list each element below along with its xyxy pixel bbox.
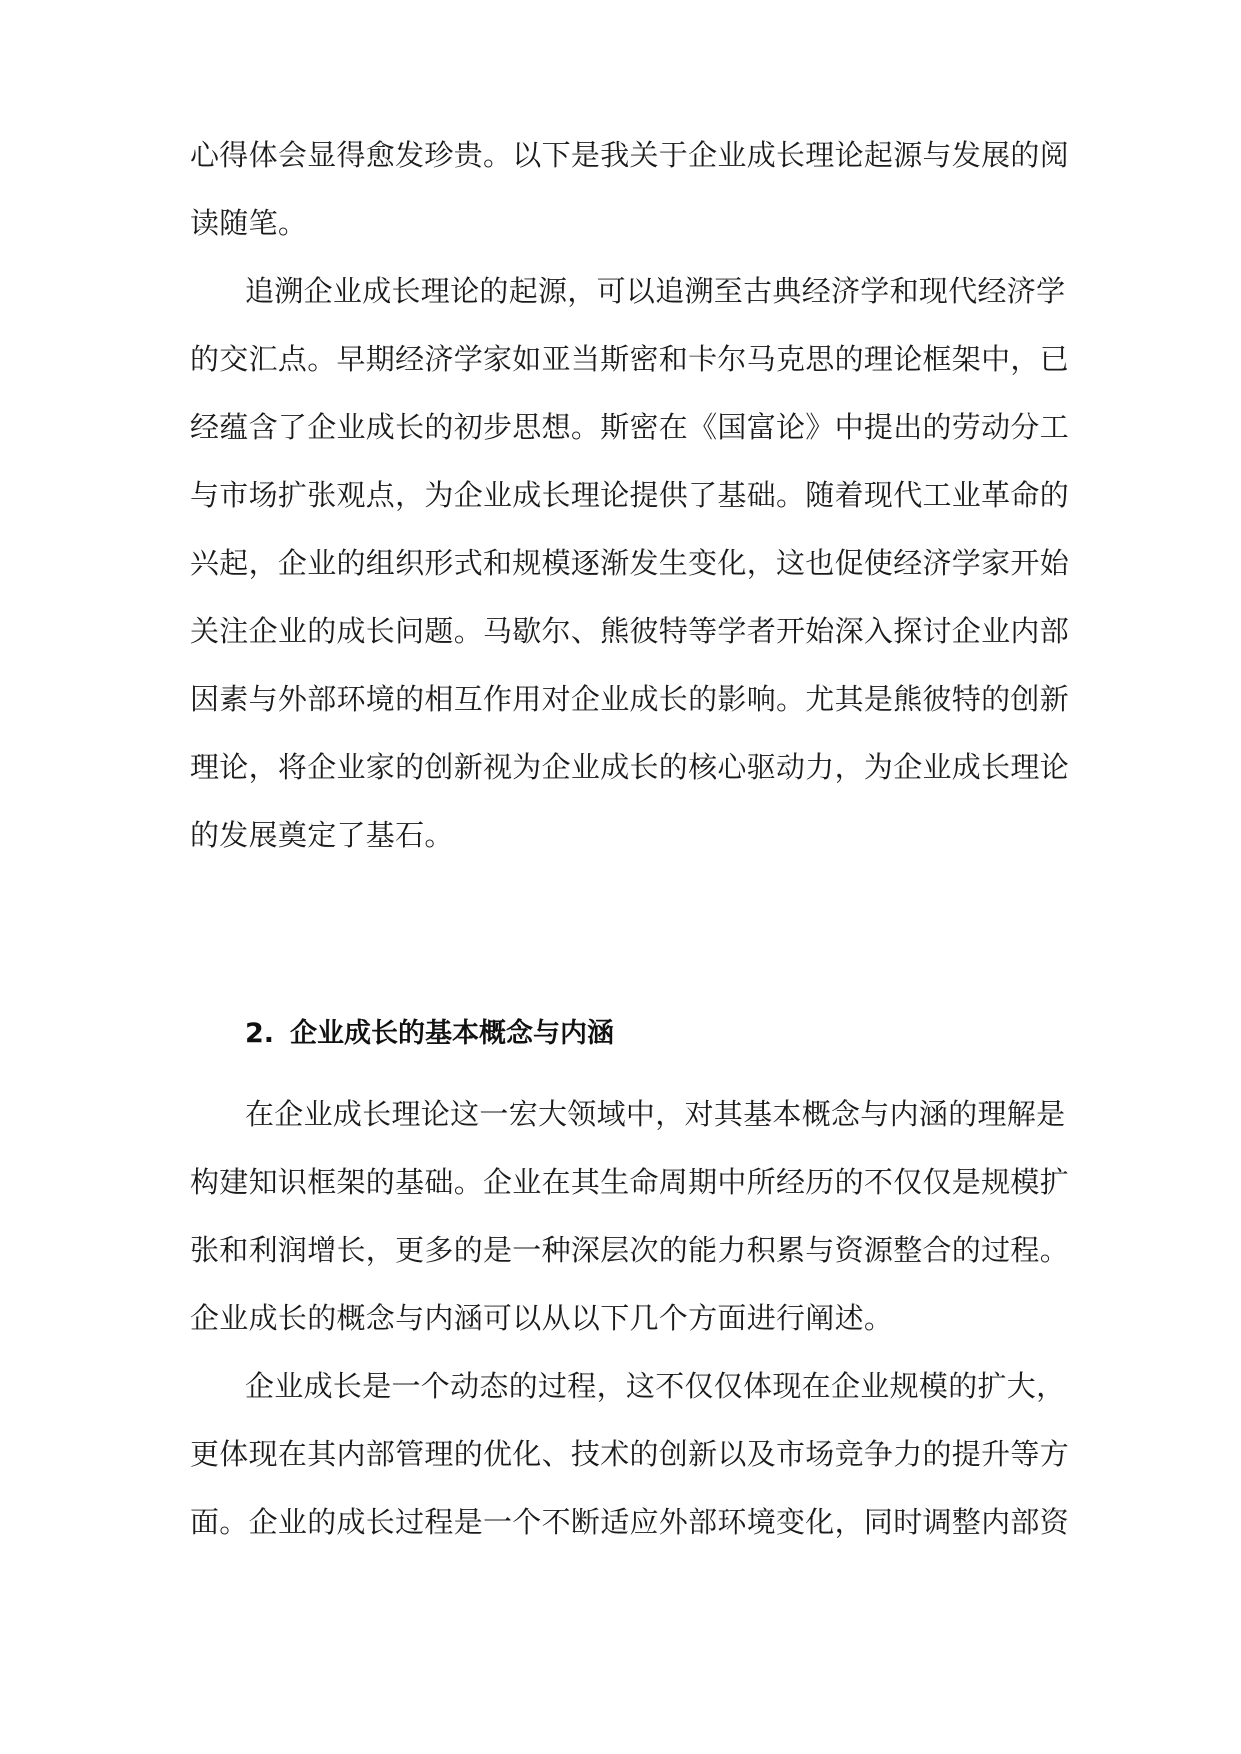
text-line: 构建知识框架的基础。企业在其生命周期中所经历的不仅仅是规模扩 bbox=[190, 1165, 1070, 1199]
text-line: 在企业成长理论这一宏大领域中，对其基本概念与内涵的理解是 bbox=[245, 1097, 1066, 1131]
section-title: 企业成长的基本概念与内涵 bbox=[290, 1018, 615, 1049]
text-line: 兴起，企业的组织形式和规模逐渐发生变化，这也促使经济学家开始 bbox=[190, 546, 1070, 580]
section-number: 2. bbox=[245, 1018, 275, 1049]
text-line: 面。企业的成长过程是一个不断适应外部环境变化，同时调整内部资 bbox=[190, 1505, 1070, 1539]
text-line: 张和利润增长，更多的是一种深层次的能力积累与资源整合的过程。 bbox=[190, 1233, 1070, 1267]
text-line: 经蕴含了企业成长的初步思想。斯密在《国富论》中提出的劳动分工 bbox=[190, 410, 1070, 444]
text-line: 与市场扩张观点，为企业成长理论提供了基础。随着现代工业革命的 bbox=[190, 478, 1070, 512]
text-line: 读随笔。 bbox=[190, 206, 308, 240]
text-line: 关注企业的成长问题。马歇尔、熊彼特等学者开始深入探讨企业内部 bbox=[190, 614, 1070, 648]
text-line: 企业成长的概念与内涵可以从以下几个方面进行阐述。 bbox=[190, 1301, 894, 1335]
text-line: 的交汇点。早期经济学家如亚当斯密和卡尔马克思的理论框架中，已 bbox=[190, 342, 1070, 376]
text-line: 心得体会显得愈发珍贵。以下是我关于企业成长理论起源与发展的阅 bbox=[190, 138, 1070, 172]
text-line: 理论，将企业家的创新视为企业成长的核心驱动力，为企业成长理论 bbox=[190, 750, 1070, 784]
text-line: 因素与外部环境的相互作用对企业成长的影响。尤其是熊彼特的创新 bbox=[190, 682, 1070, 716]
section-heading bbox=[245, 1014, 614, 1054]
text-line: 更体现在其内部管理的优化、技术的创新以及市场竞争力的提升等方 bbox=[190, 1437, 1070, 1471]
text-line: 追溯企业成长理论的起源，可以追溯至古典经济学和现代经济学 bbox=[245, 274, 1066, 308]
text-line: 企业成长是一个动态的过程，这不仅仅体现在企业规模的扩大， bbox=[245, 1369, 1066, 1403]
text-line: 的发展奠定了基石。 bbox=[190, 818, 454, 852]
